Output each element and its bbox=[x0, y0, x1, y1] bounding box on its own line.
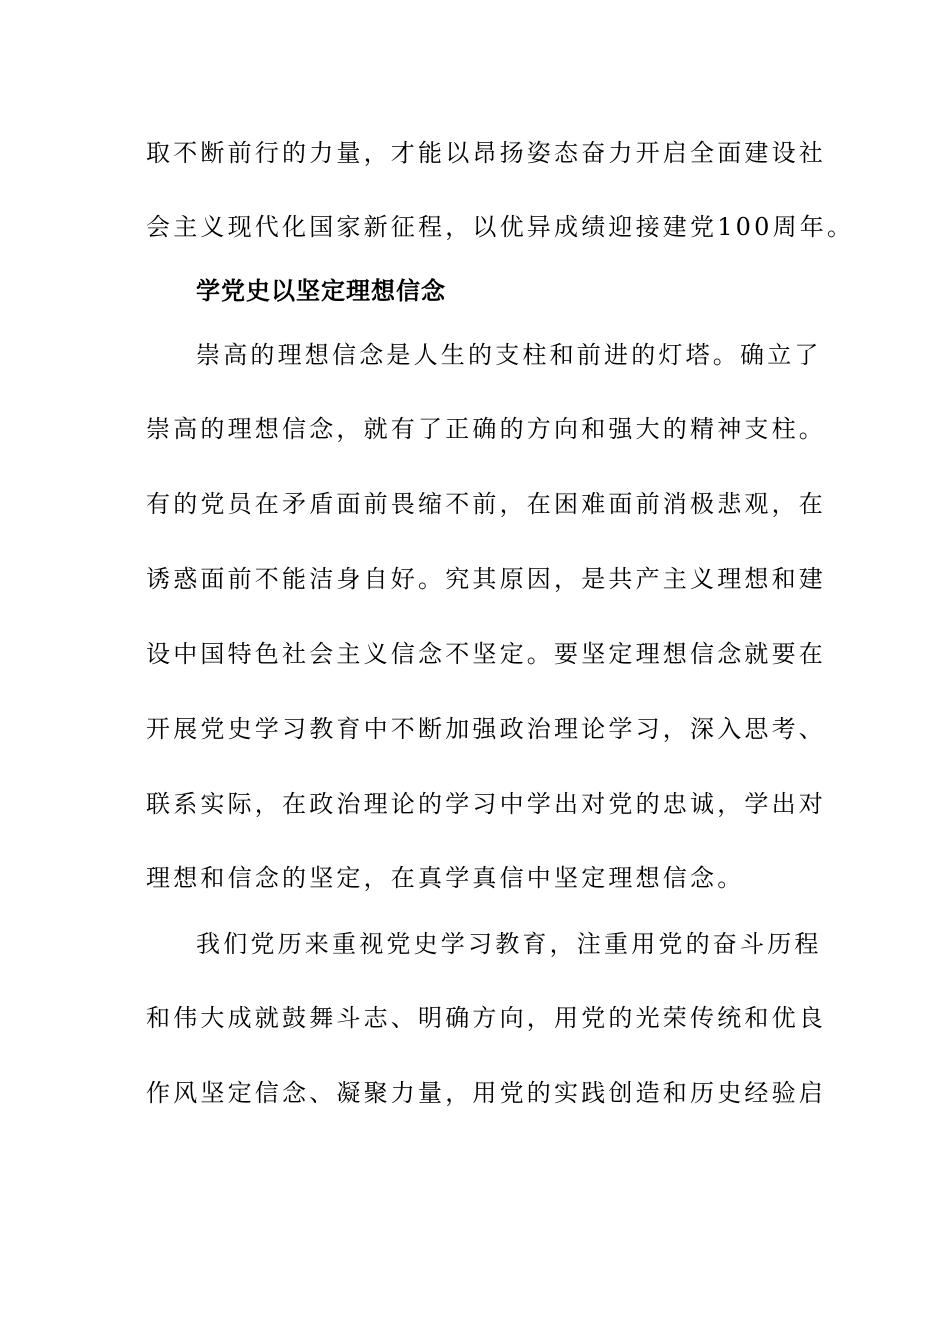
text-line: 理想和信念的坚定，在真学真信中坚定理想信念。 bbox=[146, 864, 745, 892]
paragraph-first-line: 我们党历来重视党史学习教育，注重用党的奋斗历程 bbox=[196, 930, 822, 958]
text-line: 有的党员在矛盾面前畏缩不前，在困难面前消极悲观，在 bbox=[146, 490, 826, 518]
text-line: 取不断前行的力量，才能以昂扬姿态奋力开启全面建设社 bbox=[146, 139, 826, 167]
text-line: 开展党史学习教育中不断加强政治理论学习，深入思考、 bbox=[146, 715, 826, 743]
text-line: 设中国特色社会主义信念不坚定。要坚定理想信念就要在 bbox=[146, 640, 826, 668]
text-line: 崇高的理想信念，就有了正确的方向和强大的精神支柱。 bbox=[146, 415, 826, 443]
text-line: 作风坚定信念、凝聚力量，用党的实践创造和历史经验启 bbox=[146, 1079, 826, 1107]
paragraph-first-line: 崇高的理想信念是人生的支柱和前进的灯塔。确立了 bbox=[196, 341, 822, 369]
text-line: 会主义现代化国家新征程，以优异成绩迎接建党100周年。 bbox=[146, 213, 855, 241]
text-line: 诱惑面前不能洁身自好。究其原因，是共产主义理想和建 bbox=[146, 565, 826, 593]
text-line: 联系实际，在政治理论的学习中学出对党的忠诚，学出对 bbox=[146, 790, 826, 818]
section-heading: 学党史以坚定理想信念 bbox=[196, 276, 446, 305]
text-line: 和伟大成就鼓舞斗志、明确方向，用党的光荣传统和优良 bbox=[146, 1004, 826, 1032]
